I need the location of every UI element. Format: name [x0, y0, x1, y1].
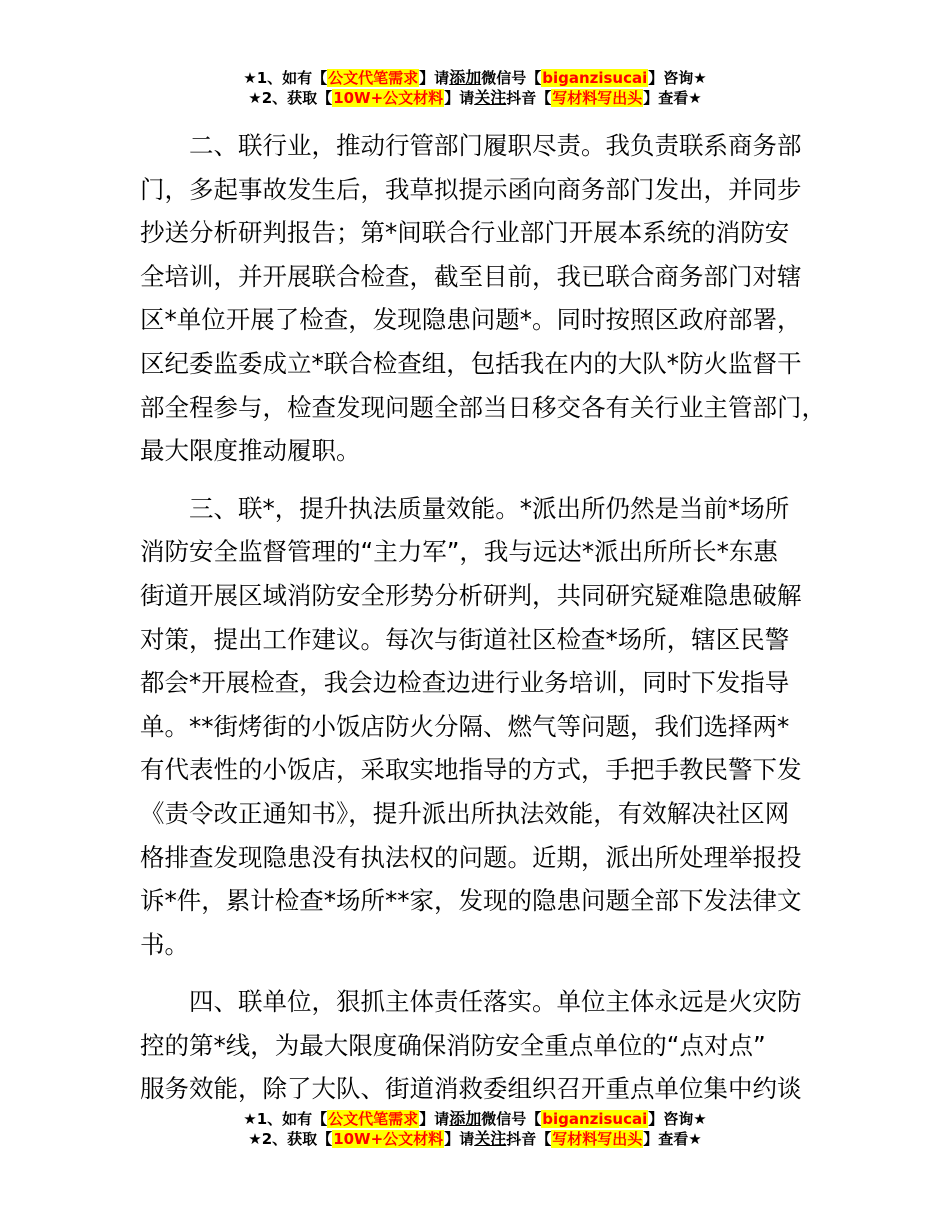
text-line: 《责令改正通知书》，提升派出所执法效能，有效解决社区网 [140, 798, 790, 828]
text-line: 二、联行业，推动行管部门履职尽责。我负责联系商务部 [189, 131, 802, 160]
header-banner-line-2: ★2、获取【10W+公文材料】请关注抖音【写材料写出头】查看★ [248, 88, 702, 107]
text-line: 四、联单位，狠抓主体责任落实。单位主体永远是火灾防 [189, 987, 802, 1017]
text-line: 门，多起事故发生后，我草拟提示函向商务部门发出，并同步 [140, 174, 802, 204]
highlight-douyin-id: 写材料写出头 [552, 89, 643, 107]
highlight-service: 公文代笔需求 [328, 1110, 419, 1128]
text-line: 有代表性的小饭店，采取实地指导的方式，手把手教民警下发 [140, 755, 802, 785]
text-line: 服务效能，除了大队、街道消救委组织召开重点单位集中约谈 [140, 1074, 802, 1104]
text-line: 对策，提出工作建议。每次与街道社区检查*场所，辖区民警 [140, 624, 790, 654]
text-line: 消防安全监督管理的“主力军”，我与远达*派出所所长*东惠 [140, 537, 778, 567]
text-line: 部全程参与，检查发现问题全部当日移交各有关行业主管部门， [140, 392, 826, 422]
highlight-douyin-id: 写材料写出头 [552, 1130, 643, 1148]
text-line: 区纪委监委成立*联合检查组，包括我在内的大队*防火监督干 [140, 348, 802, 378]
text-line: 全培训，并开展联合检查，截至目前，我已联合商务部门对辖 [140, 261, 802, 291]
highlight-materials: 10W+公文材料 [333, 89, 444, 107]
text-line: 格排查发现隐患没有执法权的问题。近期，派出所处理举报投 [140, 842, 802, 872]
text-line: 街道开展区域消防安全形势分析研判，共同研究疑难隐患破解 [140, 580, 802, 610]
highlight-wechat-id: biganzisucai [542, 69, 648, 87]
highlight-materials: 10W+公文材料 [333, 1130, 444, 1148]
paragraph-industry [140, 124, 835, 473]
text-line: 书。 [140, 929, 189, 959]
text-line: 区*单位开展了检查，发现隐患问题*。同时按照区政府部署， [140, 305, 802, 335]
text-line: 诉*件，累计检查*场所**家，发现的隐患问题全部下发法律文 [140, 886, 802, 916]
footer-banner-line-2: ★2、获取【10W+公文材料】请关注抖音【写材料写出头】查看★ [248, 1129, 702, 1148]
text-line: 都会*开展检查，我会边检查边进行业务培训，同时下发指导 [140, 668, 790, 698]
header-banner [0, 68, 950, 108]
paragraph-police [140, 487, 835, 967]
text-line: 最大限度推动履职。 [140, 436, 361, 466]
document-body [140, 124, 835, 1125]
footer-banner [0, 1109, 950, 1149]
text-line: 单。**街烤街的小饭店防火分隔、燃气等问题，我们选择两* [140, 711, 790, 741]
header-banner-line-1: ★1、如有【公文代笔需求】请添加微信号【biganzisucai】咨询★ [243, 68, 707, 87]
paragraph-units [140, 980, 835, 1111]
text-line: 控的第*线，为最大限度确保消防安全重点单位的“点对点” [140, 1030, 766, 1060]
footer-banner-line-1: ★1、如有【公文代笔需求】请添加微信号【biganzisucai】咨询★ [243, 1109, 707, 1128]
highlight-wechat-id: biganzisucai [542, 1110, 648, 1128]
text-line: 三、联*，提升执法质量效能。*派出所仍然是当前*场所 [189, 493, 790, 523]
highlight-service: 公文代笔需求 [328, 69, 419, 87]
text-line: 抄送分析研判报告；第*间联合行业部门开展本系统的消防安 [140, 218, 790, 248]
